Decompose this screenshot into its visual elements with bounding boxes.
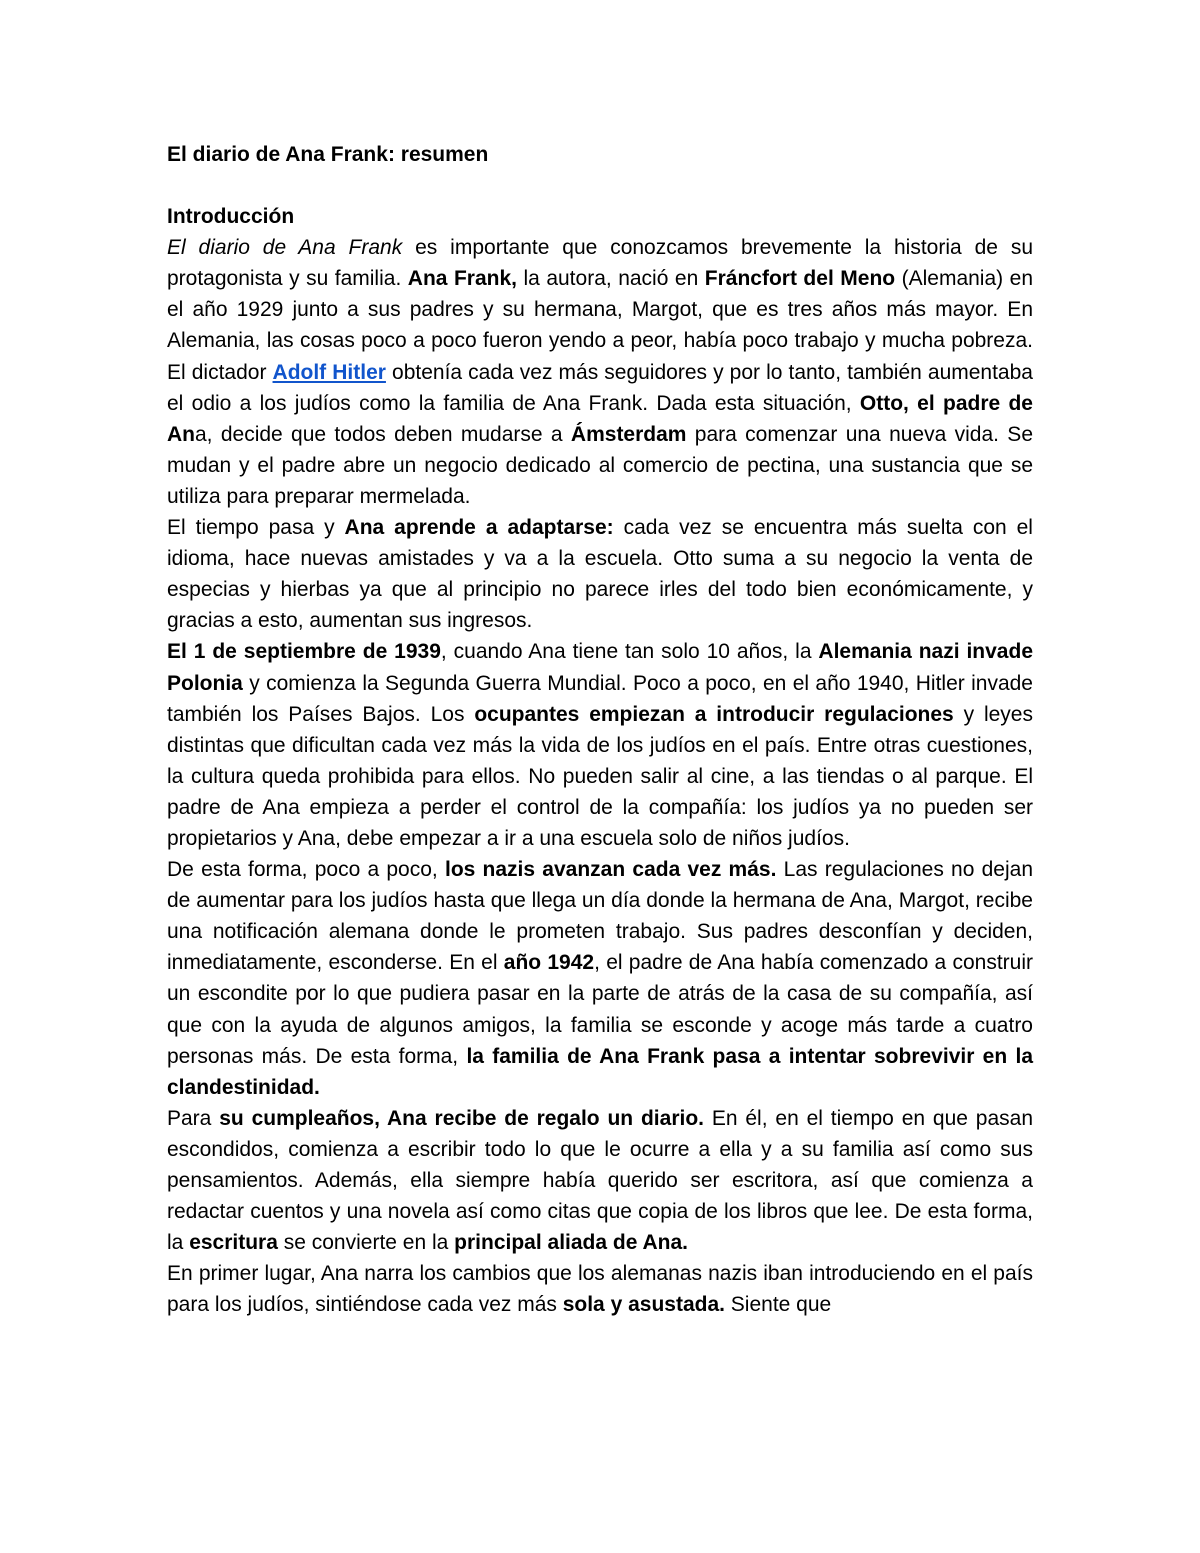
- bold-text: Ana aprende a adaptarse:: [344, 516, 614, 540]
- text-run: a, decide que todos deben mudarse a: [195, 422, 571, 446]
- section-heading-introduccion: Introducción: [167, 205, 295, 229]
- text-run: obtenía cada vez más seguidores y por lo tanto, también aumentaba el odio a los judíos como la familia de Ana Frank. Dada esta situación,: [167, 360, 1033, 415]
- paragraph: [167, 1258, 1033, 1320]
- text-run: , el padre de Ana había comenzado a construir un escondite por lo que pudiera pasar en la parte de atrás de la casa de su compañía, así que con la ayuda de algunos amigos, la familia se esconde y acoge más tarde a cuatro personas más. De esta forma,: [167, 951, 1034, 1068]
- text-run: es importante que conozcamos brevemente la historia de su protagonista y su familia.: [167, 236, 1034, 291]
- bold-text: Ámsterdam: [570, 422, 687, 446]
- paragraph: [167, 1103, 1033, 1258]
- text-run: Las regulaciones no dejan de aumentar para los judíos hasta que llega un día donde la hermana de Ana, Margot, recibe una notificación alemana donde le prometen trabajo. Sus padres desconfían y deciden, inmediatamente, esconderse. En el: [167, 858, 1034, 975]
- document-title: El diario de Ana Frank: resumen: [167, 143, 489, 166]
- bold-text: El 1 de septiembre de 1939: [167, 640, 441, 664]
- bold-text: sola y asustada.: [562, 1293, 725, 1317]
- text-run: y comienza la Segunda Guerra Mundial. Poco a poco, en el año 1940, Hitler invade también los Países Bajos. Los: [167, 671, 1033, 726]
- bold-text: Alemania nazi invade Polonia: [167, 640, 1033, 695]
- text-run: En él, en el tiempo en que pasan escondidos, comienza a escribir todo lo que le ocurre a ella y a su familia así como sus pensamientos. Además, ella siempre había querido ser escritora, así que comienza a redactar cuentos y una novela así como citas que copia de los libros que lee. De esta forma, la: [167, 1106, 1033, 1255]
- paragraph: [167, 636, 1033, 854]
- text-run: cada vez se encuentra más suelta con el idioma, hace nuevas amistades y va a la escuela. Otto suma a su negocio la venta de especias y hierbas ya que al principio no parece irles del todo bien económicamente, y gracias a esto, aumentan sus ingresos.: [167, 516, 1033, 633]
- bold-text: los nazis avanzan cada vez más.: [444, 858, 777, 882]
- text-run: la autora, nació en: [516, 267, 705, 291]
- bold-text: escritura: [189, 1231, 278, 1255]
- text-run: y leyes distintas que dificultan cada vez más la vida de los judíos en el país. Entre otras cuestiones, la cultura queda prohibida para ellos. No pueden salir al cine, a las tiendas o al parque. El padre de Ana empieza a perder el control de la compañía: los judíos ya no pueden ser propietarios y Ana, debe empezar a ir a una escuela solo de niños judíos.: [167, 702, 1033, 850]
- bold-text: año 1942: [503, 951, 595, 975]
- document-body: [167, 139, 1033, 1320]
- text-run: para comenzar una nueva vida. Se mudan y el padre abre un negocio dedicado al comercio de pectina, una sustancia que se utiliza para preparar mermelada.: [167, 422, 1033, 508]
- paragraph: [167, 854, 1033, 1103]
- text-run: Siente que: [724, 1293, 832, 1317]
- text-run: Para: [167, 1106, 220, 1130]
- adolf-hitler-link[interactable]: Adolf Hitler: [272, 360, 386, 384]
- text-run: (Alemania) en el año 1929 junto a sus padres y su hermana, Margot, que es tres años más mayor. En Alemania, las cosas poco a poco fueron yendo a peor, había poco trabajo y mucha pobreza. El dictador: [167, 267, 1033, 384]
- text-run: En primer lugar, Ana narra los cambios que los alemanas nazis iban introduciendo en el país para los judíos, sintiéndose cada vez más: [167, 1262, 1033, 1317]
- text-run: , cuando Ana tiene tan solo 10 años, la: [440, 640, 819, 664]
- text-run: De esta forma, poco a poco,: [167, 858, 445, 882]
- bold-text: la familia de Ana Frank pasa a intentar sobrevivir en la clandestinidad.: [167, 1044, 1033, 1099]
- paragraph: [167, 512, 1033, 636]
- bold-text: Otto, el padre de An: [167, 391, 1033, 446]
- paragraph-list: [167, 232, 1033, 1320]
- bold-text: ocupantes empiezan a introducir regulaciones: [474, 702, 954, 726]
- italic-text: El diario de Ana Frank: [167, 236, 403, 260]
- bold-text: principal aliada de Ana.: [454, 1231, 688, 1255]
- bold-text: Ana Frank,: [407, 267, 517, 291]
- text-run: se convierte en la: [277, 1231, 455, 1255]
- bold-text: su cumpleaños, Ana recibe de regalo un diario.: [219, 1106, 704, 1130]
- text-run: El tiempo pasa y: [167, 516, 345, 540]
- bold-text: Fráncfort del Meno: [704, 267, 896, 291]
- paragraph: [167, 232, 1033, 512]
